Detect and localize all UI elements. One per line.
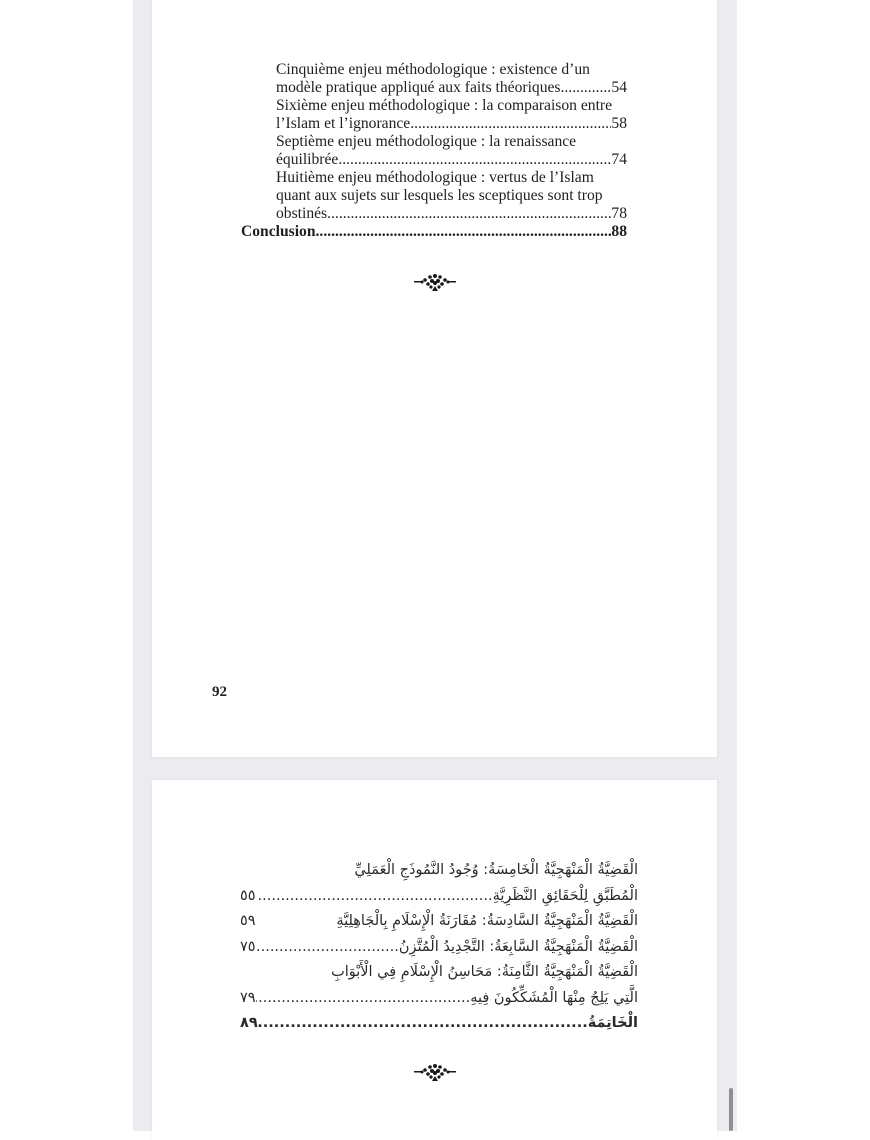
- vertical-scrollbar-thumb[interactable]: [729, 1088, 733, 1131]
- toc-entry-title: équilibrée: [276, 151, 339, 168]
- toc-entry-line: Septième enjeu méthodologique : la renaissance: [276, 133, 577, 150]
- toc-page-number: ٥٥: [240, 887, 256, 904]
- toc-page-number: ٨٩: [240, 1015, 258, 1031]
- toc-page-number: 88: [611, 223, 627, 240]
- toc-page-number: 58: [611, 115, 627, 132]
- toc-entry-title: Conclusion: [241, 223, 316, 240]
- toc-entry-line: Sixième enjeu méthodologique : la comparaison entre: [276, 97, 613, 114]
- toc-entry-line: الْقَضِيَّةُ الْمَنْهَجِيَّةُ الْخَامِسَةُ: وُجُودُ النَّمُوذَجِ الْعَمَلِيِّ: [354, 862, 638, 878]
- toc-entry-5[interactable]: [241, 61, 627, 97]
- toc-ar-entry-8[interactable]: [240, 960, 638, 1011]
- toc-entry-line: Cinquième enjeu méthodologique : existence d’un: [276, 61, 590, 78]
- dot-leader: [258, 1011, 588, 1037]
- toc-entry-8[interactable]: [241, 169, 627, 223]
- toc-entry-title: obstinés: [276, 205, 328, 222]
- dot-leader: [410, 115, 611, 133]
- toc-ar-entry-conclusion[interactable]: [240, 1011, 638, 1037]
- toc-entry-7[interactable]: [241, 133, 627, 169]
- toc-entry-line: Huitième enjeu méthodologique : vertus de l’Islam: [276, 169, 594, 186]
- toc-page-number: 74: [611, 151, 627, 168]
- dot-leader: [256, 884, 493, 910]
- toc-entry-title: الْخَاتِمَةُ: [587, 1015, 638, 1031]
- toc-entry-conclusion[interactable]: [241, 223, 627, 241]
- toc-entry-line: الْقَضِيَّةُ الْمَنْهَجِيَّةُ الثَّامِنَةُ: مَحَاسِنُ الْإِسْلَامِ فِي الْأَبْوَابِ: [331, 964, 638, 980]
- toc-entry-title: الَّتِي يَلِجُ مِنْهَا الْمُشَكِّكُونَ فِيهِ: [470, 989, 638, 1006]
- dot-leader: [338, 151, 611, 169]
- table-of-contents-french: [241, 61, 627, 241]
- toc-ar-entry-7[interactable]: [240, 935, 638, 961]
- toc-entry-title: الْقَضِيَّةُ الْمَنْهَجِيَّةُ السَّادِسَةُ: مُقَارَنَةُ الْإِسْلَامِ بِالْجَاهِلِيَّةِ: [336, 913, 638, 929]
- toc-ar-entry-6[interactable]: [240, 909, 638, 935]
- dot-leader: [256, 935, 399, 961]
- toc-page-number: ٧٥: [240, 938, 256, 955]
- dot-leader: [327, 205, 611, 223]
- toc-page-number: 54: [611, 79, 627, 96]
- toc-entry-line: quant aux sujets sur lesquels les sceptiques sont trop: [276, 187, 603, 204]
- toc-page-number: ٧٩: [240, 989, 256, 1006]
- dot-leader: [316, 223, 612, 241]
- toc-entry-title: modèle pratique appliqué aux faits théoriques: [276, 79, 561, 96]
- toc-entry-title: l’Islam et l’ignorance: [276, 115, 411, 132]
- floral-ornament-icon: [410, 272, 460, 294]
- toc-entry-6[interactable]: [241, 97, 627, 133]
- toc-page-number: 78: [611, 205, 627, 222]
- toc-ar-entry-5[interactable]: [240, 858, 638, 909]
- floral-ornament-icon: [410, 1062, 460, 1084]
- toc-page-number: ٥٩: [240, 913, 256, 929]
- table-of-contents-arabic: [240, 858, 638, 1037]
- toc-entry-title: الْقَضِيَّةُ الْمَنْهَجِيَّةُ السَّابِعَةُ: التَّجْدِيدُ الْمُتَّزِنُ: [398, 938, 638, 955]
- toc-entry-title: الْمُطَبَّقِ لِلْحَقَائِقِ النَّظَرِيَّةِ: [492, 887, 638, 904]
- dot-leader: [561, 79, 612, 97]
- page-number: 92: [212, 684, 227, 700]
- dot-leader: [256, 986, 471, 1012]
